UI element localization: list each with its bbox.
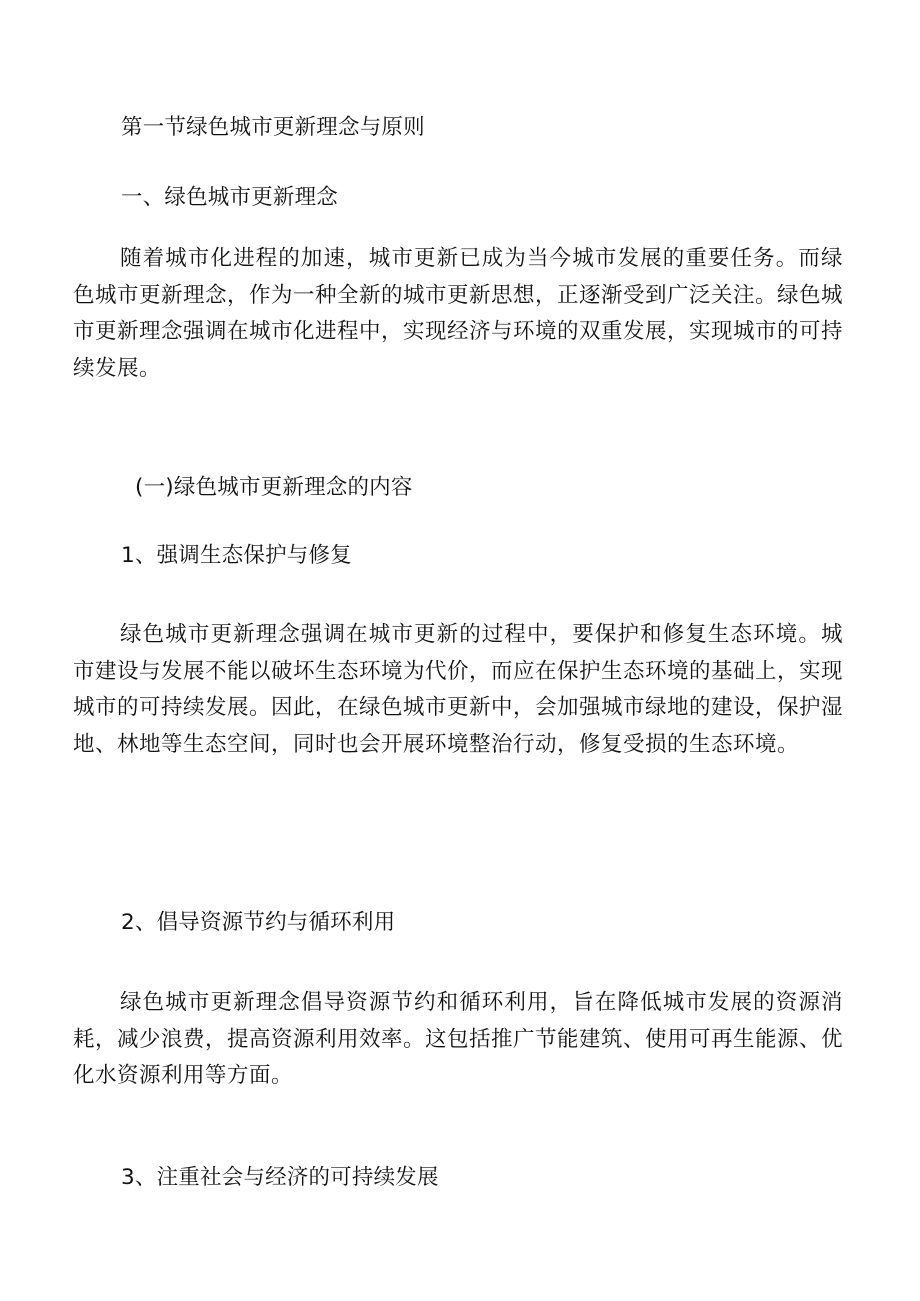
item-3-title: 3、注重社会与经济的可持续发展: [121, 1165, 439, 1190]
item-2-paragraph: 绿色城市更新理念倡导资源节约和循环利用，旨在降低城市发展的资源消耗，减少浪费，提高资源利用效率。这包括推广节能建筑、使用可再生能源、优化水资源利用等方面。: [73, 990, 844, 1088]
intro-paragraph: 随着城市化进程的加速，城市更新已成为当今城市发展的重要任务。而绿色城市更新理念，作为一种全新的城市更新思想，正逐渐受到广泛关注。绿色城市更新理念强调在城市化进程中，实现经济与环境的双重发展，实现城市的可持续发展。: [73, 246, 844, 381]
subheading-concept-content: (一)绿色城市更新理念的内容: [135, 475, 413, 500]
item-1-paragraph: 绿色城市更新理念强调在城市更新的过程中，要保护和修复生态环境。城市建设与发展不能以破坏生态环境为代价，而应在保护生态环境的基础上，实现城市的可持续发展。因此，在绿色城市更新中，会加强城市绿地的建设，保护湿地、林地等生态空间，同时也会开展环境整治行动，修复受损的生态环境。: [73, 622, 844, 757]
heading-green-urban-renewal-concept: 一、绿色城市更新理念: [121, 185, 339, 210]
item-2-title: 2、倡导资源节约与循环利用: [121, 910, 396, 935]
section-title: 第一节绿色城市更新理念与原则: [121, 115, 425, 140]
item-1-title: 1、强调生态保护与修复: [121, 543, 352, 568]
